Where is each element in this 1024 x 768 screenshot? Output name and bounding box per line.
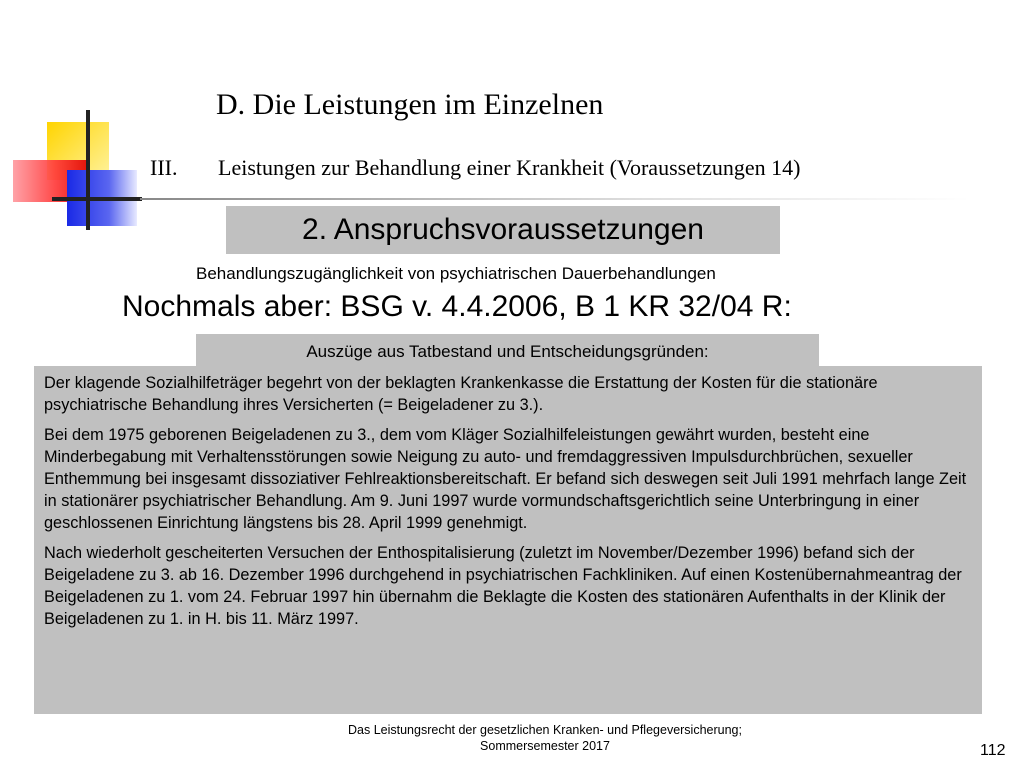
excerpt-label: Auszüge aus Tatbestand und Entscheidungsgründen:	[196, 334, 819, 368]
header-rule	[140, 198, 970, 200]
slide-subtitle	[150, 155, 800, 181]
subtitle-number: III.	[150, 155, 178, 180]
paragraph: Bei dem 1975 geborenen Beigeladenen zu 3., dem vom Kläger Sozialhilfeleistungen gewährt wurden, besteht eine Minderbegabung mit Verhaltensstörungen sowie Neigung zu auto- und fremdaggressiven Impulsdurchbrüchen, sexueller Enthemmung bei insgesamt dissoziativer Fehlreaktionsbereitschaft. Er befand sich deswegen seit Juli 1991 mehrfach lange Zeit in stationärer psychiatrischer Behandlung. Am 9. Juni 1997 wurde vormundschaftsgerichtlich seine Unterbringung in einer geschlossenen Einrichtung längstens bis 28. April 1999 genehmigt.	[44, 426, 967, 532]
page-number: 112	[980, 742, 1006, 759]
decorative-logo	[0, 0, 160, 240]
footer	[300, 722, 790, 754]
section-caption: Behandlungszugänglichkeit von psychiatrischen Dauerbehandlungen	[196, 264, 716, 283]
subtitle-text: Leistungen zur Behandlung einer Krankheit (Voraussetzungen 14)	[218, 155, 801, 180]
section-heading: 2. Anspruchsvoraussetzungen	[226, 206, 780, 254]
excerpt-text-panel	[34, 366, 982, 714]
paragraph: Der klagende Sozialhilfeträger begehrt von der beklagten Krankenkasse die Erstattung der Kosten für die stationäre psychiatrische Behandlung ihres Versicherten (= Beigeladener zu 3.).	[44, 374, 878, 414]
paragraph: Nach wiederholt gescheiterten Versuchen der Enthospitalisierung (zuletzt im November/Dezember 1996) befand sich der Beigeladene zu 3. ab 16. Dezember 1996 durchgehend in psychiatrischen Fachkliniken. Auf einen Kostenübernahmeantrag der Beigeladenen zu 1. vom 24. Februar 1997 hin übernahm die Beklagte die Kosten des stationären Aufenthalts in der Klinik der Beigeladenen zu 1. in H. bis 11. März 1997.	[44, 544, 962, 628]
slide-title: D. Die Leistungen im Einzelnen	[216, 88, 604, 121]
logo-horizontal-line	[52, 197, 142, 201]
footer-line-2: Sommersemester 2017	[480, 739, 610, 753]
footer-line-1: Das Leistungsrecht der gesetzlichen Kranken- und Pflegeversicherung;	[348, 723, 742, 737]
logo-vertical-line	[86, 110, 90, 230]
case-headline: Nochmals aber: BSG v. 4.4.2006, B 1 KR 32/04 R:	[122, 290, 792, 323]
